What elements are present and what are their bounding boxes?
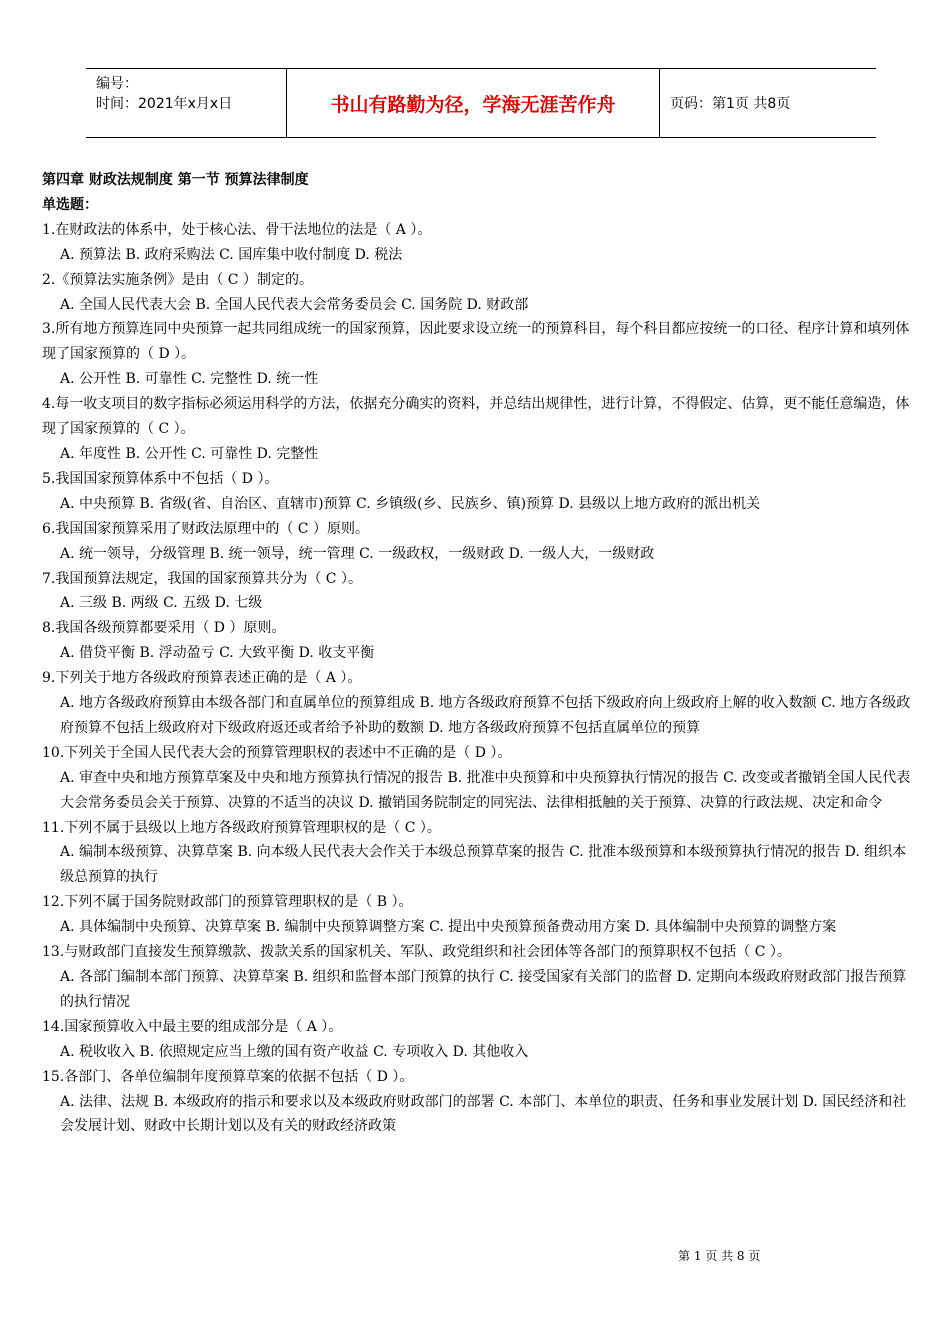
question-stem: 3.所有地方预算连同中央预算一起共同组成统一的国家预算，因此要求设立统一的预算科目，每个科目都应按统一的口径、程序计算和填列体现了国家预算的（ D ）。	[42, 321, 910, 363]
question-options: A. 地方各级政府预算由本级各部门和直属单位的预算组成 B. 地方各级政府预算不包括下级政府向上级政府上解的收入数额 C. 地方各级政府预算不包括上级政府对下级政府返还或者给予补助的数额 D. 地方各级政府预算不包括直属单位的预算	[60, 695, 911, 736]
header-meta-cell	[86, 69, 287, 137]
question-options: A. 统一领导，分级管理 B. 统一领导，统一管理 C. 一级政权，一级财政 D. 一级人大，一级财政	[60, 545, 655, 562]
question-stem: 2.《预算法实施条例》是由（ C ）制定的。	[42, 271, 313, 288]
question-stem: 9.下列关于地方各级政府预算表述正确的是（ A ）。	[42, 670, 362, 687]
question-options: A. 编制本级预算、决算草案 B. 向本级人民代表大会作关于本级总预算草案的报告 C. 批准本级预算和本级预算执行情况的报告 D. 组织本级总预算的执行	[60, 844, 907, 886]
page-info: 页码：第1页 共8页	[670, 96, 791, 112]
question-stem: 11.下列不属于县级以上地方各级政府预算管理职权的是（ C ）。	[42, 819, 441, 836]
question-options: A. 预算法 B. 政府采购法 C. 国库集中收付制度 D. 税法	[60, 246, 403, 263]
question-options: A. 各部门编制本部门预算、决算草案 B. 组织和监督本部门预算的执行 C. 接受国家有关部门的监督 D. 定期向本级政府财政部门报告预算的执行情况	[60, 969, 907, 1010]
question-stem: 15.各部门、各单位编制年度预算草案的依据不包括（ D ）。	[42, 1068, 414, 1085]
question-stem: 14.国家预算收入中最主要的组成部分是（ A ）。	[42, 1018, 343, 1035]
question-stem: 7.我国预算法规定，我国的国家预算共分为（ C ）。	[42, 570, 362, 587]
document-body	[42, 168, 920, 1139]
question-stem: 5.我国国家预算体系中不包括（ D ）。	[42, 470, 279, 487]
question-options: A. 中央预算 B. 省级(省、自治区、直辖市)预算 C. 乡镇级(乡、民族乡、镇)预算 D. 县级以上地方政府的派出机关	[60, 495, 761, 512]
question-stem: 4.每一收支项目的数字指标必须运用科学的方法，依据充分确实的资料，并总结出规律性，进行计算，不得假定、估算，更不能任意编造，体现了国家预算的（ C ）。	[42, 396, 910, 438]
page-footer: 第 1 页 共 8 页	[678, 1249, 761, 1263]
question-stem: 1.在财政法的体系中，处于核心法、骨干法地位的法是（ A ）。	[42, 221, 432, 238]
question-options: A. 税收收入 B. 依照规定应当上缴的国有资产收益 C. 专项收入 D. 其他收入	[60, 1043, 529, 1060]
question-options: A. 借贷平衡 B. 浮动盈亏 C. 大致平衡 D. 收支平衡	[60, 645, 375, 662]
question-stem: 6.我国国家预算采用了财政法原理中的（ C ）原则。	[42, 520, 369, 537]
question-options: A. 公开性 B. 可靠性 C. 完整性 D. 统一性	[60, 371, 319, 388]
question-options: A. 年度性 B. 公开性 C. 可靠性 D. 完整性	[60, 445, 319, 462]
document-header	[86, 68, 876, 138]
question-stem: 13.与财政部门直接发生预算缴款、拨款关系的国家机关、军队、政党组织和社会团体等各部门的预算职权不包括（ C ）。	[42, 944, 791, 961]
question-options: A. 法律、法规 B. 本级政府的指示和要求以及本级政府财政部门的部署 C. 本部门、本单位的职责、任务和事业发展计划 D. 国民经济和社会发展计划、财政中长期计划以及有关的财政经济政策	[60, 1093, 907, 1135]
question-stem: 12.下列不属于国务院财政部门的预算管理职权的是（ B ）。	[42, 894, 413, 911]
time-label: 时间：2021年x月x日	[96, 96, 233, 112]
question-stem: 10.下列关于全国人民代表大会的预算管理职权的表述中不正确的是（ D ）。	[42, 744, 512, 761]
chapter-title: 第四章 财政法规制度 第一节 预算法律制度	[42, 172, 309, 188]
question-stem: 8.我国各级预算都要采用（ D ）原则。	[42, 620, 286, 637]
question-options: A. 具体编制中央预算、决算草案 B. 编制中央预算调整方案 C. 提出中央预算预备费动用方案 D. 具体编制中央预算的调整方案	[60, 919, 837, 936]
number-label: 编号：	[96, 76, 138, 92]
section-label: 单选题：	[42, 196, 98, 213]
question-options: A. 三级 B. 两级 C. 五级 D. 七级	[60, 595, 263, 612]
question-options: A. 审查中央和地方预算草案及中央和地方预算执行情况的报告 B. 批准中央预算和中央预算执行情况的报告 C. 改变或者撤销全国人民代表大会常务委员会关于预算、决算的不适当的决议 D. 撤销国务院制定的同宪法、法律相抵触的关于预算、决算的行政法规、决定和命令	[60, 769, 911, 811]
motto-text: 书山有路勤为径，学海无涯苦作舟	[287, 69, 660, 137]
question-options: A. 全国人民代表大会 B. 全国人民代表大会常务委员会 C. 国务院 D. 财政部	[60, 296, 529, 313]
